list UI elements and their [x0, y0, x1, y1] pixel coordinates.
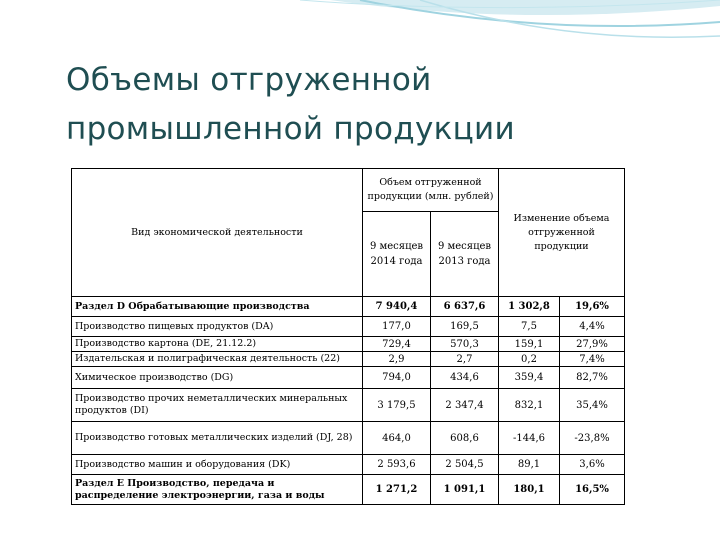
row-name: Производство картона (DE, 21.12.2): [72, 337, 363, 352]
header-volume-change: Изменение объема отгруженной продукции: [499, 169, 625, 297]
cell-change-percent: 19,6%: [560, 297, 625, 317]
row-name: Производство машин и оборудования (DK): [72, 455, 363, 475]
cell-2013-value: 434,6: [431, 367, 499, 389]
cell-2014-value: 729,4: [363, 337, 431, 352]
header-period-2013: 9 месяцев 2013 года: [431, 212, 499, 297]
header-activity-kind: Вид экономической деятельности: [72, 169, 363, 297]
cell-change-absolute: 159,1: [499, 337, 560, 352]
row-name: Издательская и полиграфическая деятельность (22): [72, 352, 363, 367]
cell-change-percent: 4,4%: [560, 317, 625, 337]
row-name: Раздел E Производство, передача и распределение электроэнергии, газа и воды: [72, 475, 363, 505]
table-body: [72, 297, 625, 505]
cell-2014-value: 3 179,5: [363, 389, 431, 422]
cell-2013-value: 608,6: [431, 422, 499, 455]
cell-change-percent: 27,9%: [560, 337, 625, 352]
cell-2014-value: 7 940,4: [363, 297, 431, 317]
cell-change-absolute: 832,1: [499, 389, 560, 422]
slide-title-line-1: Объемы отгруженной: [66, 62, 432, 98]
table-row: [72, 317, 625, 337]
cell-change-percent: -23,8%: [560, 422, 625, 455]
cell-2014-value: 1 271,2: [363, 475, 431, 505]
row-name: Производство прочих неметаллических минеральных продуктов (DI): [72, 389, 363, 422]
cell-change-absolute: 7,5: [499, 317, 560, 337]
cell-2014-value: 464,0: [363, 422, 431, 455]
slide-title-line-2: промышленной продукции: [66, 111, 515, 147]
cell-change-percent: 16,5%: [560, 475, 625, 505]
cell-change-absolute: 89,1: [499, 455, 560, 475]
cell-change-percent: 35,4%: [560, 389, 625, 422]
table-row: [72, 367, 625, 389]
cell-2013-value: 169,5: [431, 317, 499, 337]
slide-title: [66, 56, 666, 154]
data-table-container: [71, 168, 625, 505]
cell-2013-value: 1 091,1: [431, 475, 499, 505]
row-name: Раздел D Обрабатывающие производства: [72, 297, 363, 317]
cell-2014-value: 2 593,6: [363, 455, 431, 475]
header-period-2014: 9 месяцев 2014 года: [363, 212, 431, 297]
row-name: Производство пищевых продуктов (DA): [72, 317, 363, 337]
cell-change-percent: 3,6%: [560, 455, 625, 475]
table-row: [72, 389, 625, 422]
table-row: [72, 475, 625, 505]
cell-2014-value: 794,0: [363, 367, 431, 389]
table-row: [72, 337, 625, 352]
cell-change-percent: 7,4%: [560, 352, 625, 367]
shipment-volume-table: [71, 168, 625, 505]
table-row: [72, 297, 625, 317]
cell-2014-value: 177,0: [363, 317, 431, 337]
cell-2013-value: 570,3: [431, 337, 499, 352]
cell-2013-value: 2,7: [431, 352, 499, 367]
cell-change-absolute: 0,2: [499, 352, 560, 367]
cell-change-absolute: 359,4: [499, 367, 560, 389]
table-row: [72, 422, 625, 455]
cell-change-absolute: 180,1: [499, 475, 560, 505]
table-row: [72, 455, 625, 475]
cell-2013-value: 6 637,6: [431, 297, 499, 317]
cell-change-absolute: -144,6: [499, 422, 560, 455]
cell-2013-value: 2 347,4: [431, 389, 499, 422]
row-name: Химическое производство (DG): [72, 367, 363, 389]
cell-2013-value: 2 504,5: [431, 455, 499, 475]
cell-change-percent: 82,7%: [560, 367, 625, 389]
header-shipment-volume: Объем отгруженной продукции (млн. рублей): [363, 169, 499, 212]
cell-2014-value: 2,9: [363, 352, 431, 367]
cell-change-absolute: 1 302,8: [499, 297, 560, 317]
table-row: [72, 352, 625, 367]
row-name: Производство готовых металлических изделий (DJ, 28): [72, 422, 363, 455]
